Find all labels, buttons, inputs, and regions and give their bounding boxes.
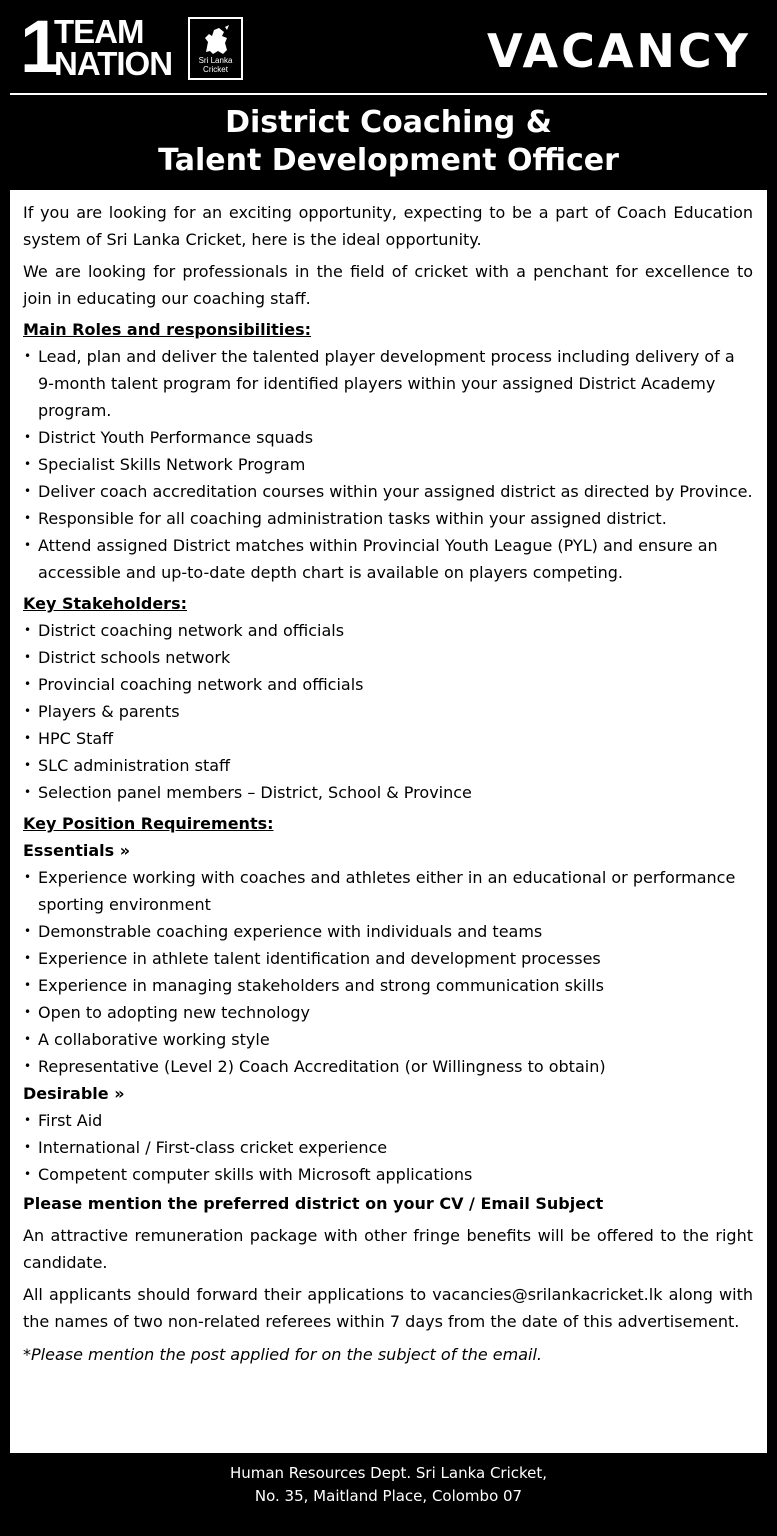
list-item: • Competent computer skills with Microsoft applications <box>23 1161 753 1188</box>
logo-number: 1 <box>20 5 56 88</box>
footer-line-1: Human Resources Dept. Sri Lanka Cricket, <box>229 1464 548 1482</box>
district-note: Please mention the preferred district on your CV / Email Subject <box>23 1194 604 1213</box>
list-item: • District schools network <box>23 644 753 671</box>
header-banner <box>0 0 777 190</box>
remuneration-paragraph: An attractive remuneration package with other fringe benefits will be offered to the right candidate. <box>23 1226 753 1272</box>
list-item: • District coaching network and officials <box>23 617 753 644</box>
list-item: • District Youth Performance squads <box>23 424 753 451</box>
list-item: • Specialist Skills Network Program <box>23 451 753 478</box>
intro-paragraph: We are looking for professionals in the field of cricket with a penchant for excellence to join in educating our coaching staff. <box>23 262 753 308</box>
job-title <box>0 104 777 180</box>
lion-icon <box>200 24 232 58</box>
list-item: • International / First-class cricket experience <box>23 1134 753 1161</box>
logo-line-nation: NATION <box>54 45 173 82</box>
list-item: • HPC Staff <box>23 725 753 752</box>
divider <box>10 93 767 95</box>
intro-paragraph: If you are looking for an exciting opportunity, expecting to be a part of Coach Education system of Sri Lanka Cricket, here is the ideal opportunity. <box>23 203 753 249</box>
list-item: • Deliver coach accreditation courses within your assigned district as directed by Province. <box>23 478 753 505</box>
list-item: • Responsible for all coaching administration tasks within your assigned district. <box>23 505 753 532</box>
vacancy-heading: VACANCY <box>486 24 751 78</box>
list-item: • A collaborative working style <box>23 1026 753 1053</box>
logo-line-team: TEAM <box>54 13 144 50</box>
contact-footer <box>0 1462 777 1508</box>
list-item: • Players & parents <box>23 698 753 725</box>
desirable-label: Desirable » <box>23 1084 125 1103</box>
essentials-list <box>23 864 753 1080</box>
list-item: • Experience working with coaches and athletes either in an educational or performance sporting environment <box>23 864 753 918</box>
list-item: • Demonstrable coaching experience with individuals and teams <box>23 918 753 945</box>
roles-heading: Main Roles and responsibilities: <box>23 320 312 339</box>
list-item: • Experience in athlete talent identification and development processes <box>23 945 753 972</box>
list-item: • Attend assigned District matches within Provincial Youth League (PYL) and ensure an accessible and up-to-date depth chart is available on players competing. <box>23 532 753 586</box>
email-subject-note: *Please mention the post applied for on the subject of the email. <box>23 1345 542 1364</box>
stakeholders-list <box>23 617 753 806</box>
list-item: • Selection panel members – District, School & Province <box>23 779 753 806</box>
desirable-list <box>23 1107 753 1188</box>
essentials-label: Essentials » <box>23 841 131 860</box>
list-item: • Experience in managing stakeholders and strong communication skills <box>23 972 753 999</box>
list-item: • SLC administration staff <box>23 752 753 779</box>
vacancy-content <box>23 199 753 1368</box>
list-item: • Open to adopting new technology <box>23 999 753 1026</box>
sri-lanka-cricket-crest <box>188 17 243 80</box>
application-paragraph: All applicants should forward their applications to vacancies@srilankacricket.lk along with the names of two non-related referees within 7 days from the date of this advertisement. <box>23 1285 753 1331</box>
stakeholders-heading: Key Stakeholders: <box>23 594 187 613</box>
list-item: • Representative (Level 2) Coach Accreditation (or Willingness to obtain) <box>23 1053 753 1080</box>
vacancy-details-panel <box>10 190 767 1453</box>
job-title-line-1: District Coaching & <box>225 105 552 140</box>
list-item: • Provincial coaching network and officials <box>23 671 753 698</box>
crest-label: Sri Lanka Cricket <box>198 56 233 74</box>
list-item: • Lead, plan and deliver the talented player development process including delivery of a 9-month talent program for identified players within your assigned District Academy program. <box>23 343 753 424</box>
requirements-heading: Key Position Requirements: <box>23 814 274 833</box>
footer-line-2: No. 35, Maitland Place, Colombo 07 <box>254 1487 523 1505</box>
roles-list <box>23 343 753 586</box>
list-item: • First Aid <box>23 1107 753 1134</box>
job-title-line-2: Talent Development Officer <box>158 143 619 178</box>
